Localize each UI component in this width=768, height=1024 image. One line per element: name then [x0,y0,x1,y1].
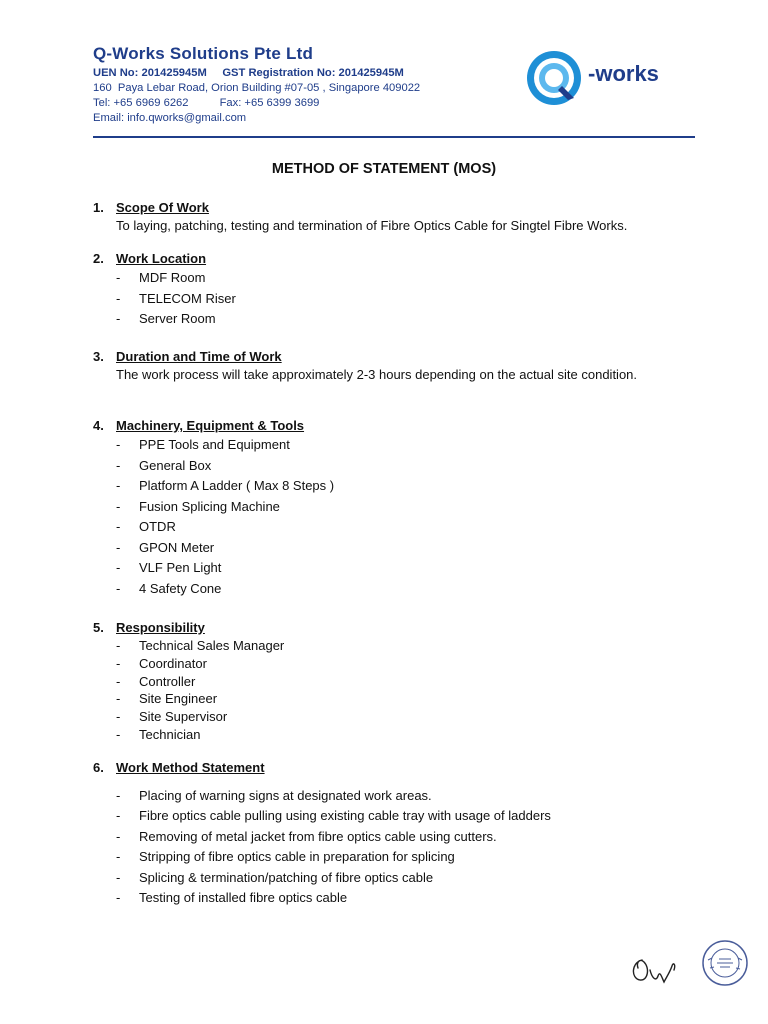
header-divider [93,136,695,138]
list-item: - OTDR [116,519,176,534]
company-name: Q-Works Solutions Pte Ltd [93,44,314,63]
letterhead [0,0,768,140]
location-list [93,268,675,330]
email-line: Email: info.qworks@gmail.com [93,112,247,124]
method-list [93,786,675,908]
section-responsibility [93,619,675,744]
list-item: - Placing of warning signs at designated work areas. [116,788,432,803]
logo-text: -works [588,61,659,86]
list-item: - Removing of metal jacket from fibre optics cable using cutters. [116,828,497,844]
list-item: - Coordinator [116,655,207,671]
section-heading: Scope Of Work [116,200,209,215]
list-item: - Technical Sales Manager [116,638,285,653]
list-item: - Testing of installed fibre optics cable [116,889,348,905]
list-item: - Server Room [116,311,216,326]
list-item: - Controller [116,673,196,689]
equipment-list [93,435,675,599]
phone-fax-line: Tel: +65 6969 6262 Fax: +65 6399 3699 [93,97,320,109]
list-item: - Platform A Ladder ( Max 8 Steps ) [116,478,335,493]
list-item: - MDF Room [116,270,206,285]
list-item: - 4 Safety Cone [116,580,222,596]
company-stamp [700,938,750,988]
section-number: 1. [93,200,104,215]
list-item: - Fusion Splicing Machine [116,498,280,514]
section-number: 3. [93,349,104,364]
list-item: - VLF Pen Light [116,560,222,575]
list-item: - Fibre optics cable pulling using existing cable tray with usage of ladders [116,808,551,824]
document-title: METHOD OF STATEMENT (MOS) [271,161,497,177]
section-body: To laying, patching, testing and termination of Fibre Optics Cable for Singtel Fibre Works. [116,218,628,233]
q-logo-icon [522,48,586,108]
list-item: - Technician [116,726,201,742]
list-item: - Site Engineer [116,691,218,707]
section-heading: Responsibility [116,620,205,635]
section-work-method [93,759,675,908]
section-heading: Work Location [116,251,207,266]
section-heading: Work Method Statement [116,760,265,775]
list-item: - Splicing & termination/patching of fibre optics cable [116,869,434,885]
section-heading: Duration and Time of Work [116,349,282,364]
section-machinery [93,417,675,599]
section-number: 2. [93,251,104,266]
list-item: - Site Supervisor [116,709,228,725]
section-work-location [93,250,675,330]
list-item: - GPON Meter [116,539,215,555]
list-item: - General Box [116,457,212,473]
list-item: - Stripping of fibre optics cable in preparation for splicing [116,849,455,865]
section-number: 4. [93,418,104,433]
registration-line: UEN No: 201425945M GST Registration No: 201425945M [93,67,404,79]
responsibility-list [93,637,675,744]
list-item: - PPE Tools and Equipment [116,437,290,452]
section-scope-of-work [93,199,675,235]
section-heading: Machinery, Equipment & Tools [116,418,305,433]
signature [628,948,688,988]
section-number: 6. [93,760,104,775]
section-number: 5. [93,620,104,635]
address-line: 160 Paya Lebar Road, Orion Building #07-05 , Singapore 409022 [93,82,421,94]
list-item: - TELECOM Riser [116,290,236,306]
section-duration [93,348,675,384]
section-body: The work process will take approximately 2-3 hours depending on the actual site condition. [116,367,638,382]
company-logo [522,48,682,108]
